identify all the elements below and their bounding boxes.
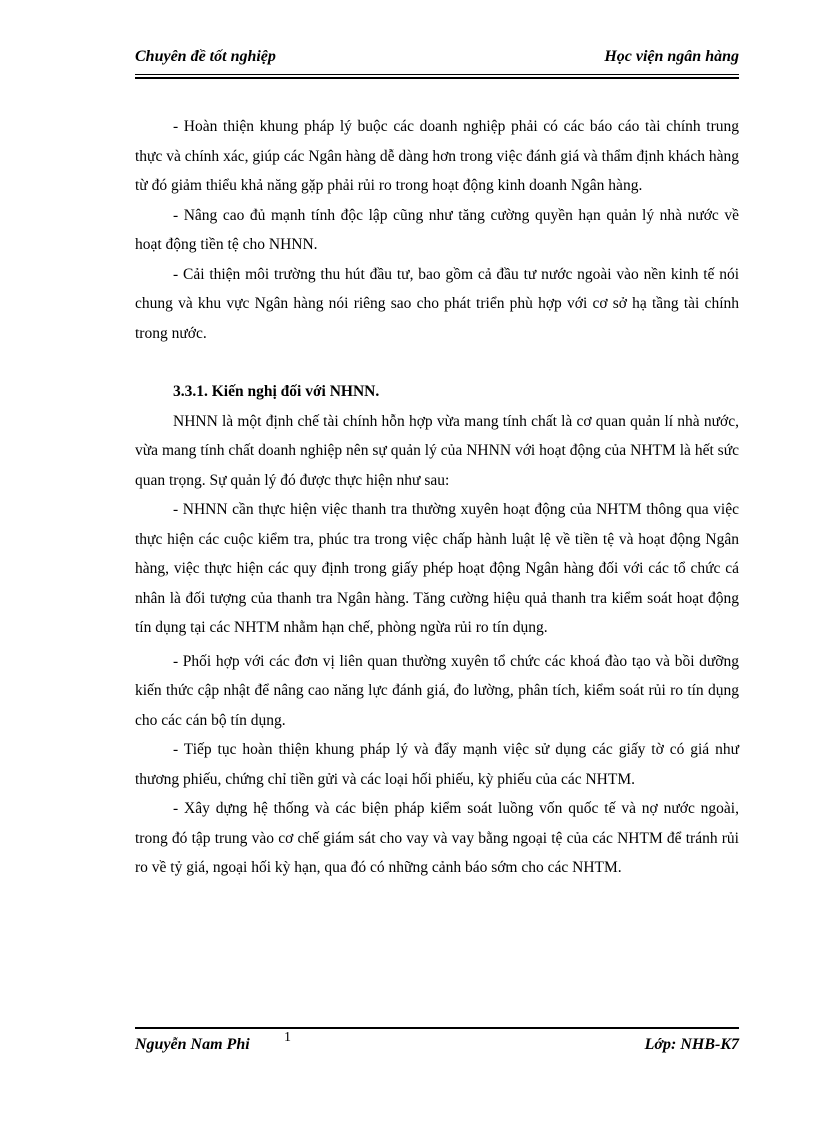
paragraph: - Xây dựng hệ thống và các biện pháp kiểm soát luồng vốn quốc tế và nợ nước ngoài, trong đó tập trung vào cơ chế giám sát cho vay và vay bằng ngoại tệ của các NHTM để tránh rủi ro về tỷ giá, ngoại hối kỳ hạn, qua đó có những cảnh báo sớm cho các NHTM. [135,800,739,876]
header-divider-thick [135,77,739,79]
paragraph: - Hoàn thiện khung pháp lý buộc các doanh nghiệp phải có các báo cáo tài chính trung thực và chính xác, giúp các Ngân hàng dễ dàng hơn trong việc đánh giá và thẩm định khách hàng từ đó giảm thiểu khả năng gặp phải rủi ro trong hoạt động kinh doanh Ngân hàng. [135,118,739,194]
footer-author: Nguyễn Nam Phi [135,1036,250,1053]
header-institution: Học viện ngân hàng [604,48,739,65]
footer-class: Lớp: NHB-K7 [644,1036,739,1053]
paragraph: - NHNN cần thực hiện việc thanh tra thường xuyên hoạt động của NHTM thông qua việc thực hiện các cuộc kiểm tra, phúc tra trong việc chấp hành luật lệ về tiền tệ và hoạt động Ngân hàng, việc thực hiện các quy định trong giấy phép hoạt động Ngân hàng đối với các tổ chức cá nhân là đối tượng của thanh tra Ngân hàng. Tăng cường hiệu quả thanh tra kiểm soát hoạt động tín dụng tại các NHTM nhằm hạn chế, phòng ngừa rủi ro tín dụng. [135,501,739,636]
paragraph: - Cải thiện môi trường thu hút đầu tư, bao gồm cả đầu tư nước ngoài vào nền kinh tế nói chung và khu vực Ngân hàng nói riêng sao cho phát triển phù hợp với cơ sở hạ tầng tài chính trong nước. [135,265,739,342]
page-footer [135,1030,739,1058]
header-divider-thin [135,74,739,75]
footer-divider [135,1027,739,1029]
page-number: 1 [284,1030,291,1045]
paragraph: NHNN là một định chế tài chính hỗn hợp vừa mang tính chất là cơ quan quản lí nhà nước, vừa mang tính chất doanh nghiệp nên sự quản lý của NHNN với hoạt động của NHTM là hết sức quan trọng. Sự quản lý đó được thực hiện như sau: [135,412,739,489]
section-heading: 3.3.1. Kiến nghị đối với NHNN. [173,383,380,400]
header-document-type: Chuyên đề tốt nghiệp [135,48,276,65]
page-body [135,112,739,883]
paragraph: - Nâng cao đủ mạnh tính độc lập cũng như tăng cường quyền hạn quản lý nhà nước về hoạt động tiền tệ cho NHNN. [135,206,739,253]
paragraph: - Phối hợp với các đơn vị liên quan thường xuyên tổ chức các khoá đào tạo và bồi dưỡng kiến thức cập nhật để nâng cao năng lực đánh giá, đo lường, phân tích, kiểm soát rủi ro tín dụng cho các cán bộ tín dụng. [135,652,739,729]
paragraph: - Tiếp tục hoàn thiện khung pháp lý và đẩy mạnh việc sử dụng các giấy tờ có giá như thương phiếu, chứng chỉ tiền gửi và các loại hối phiếu, kỳ phiếu của các NHTM. [135,741,739,788]
page-header [135,48,739,72]
